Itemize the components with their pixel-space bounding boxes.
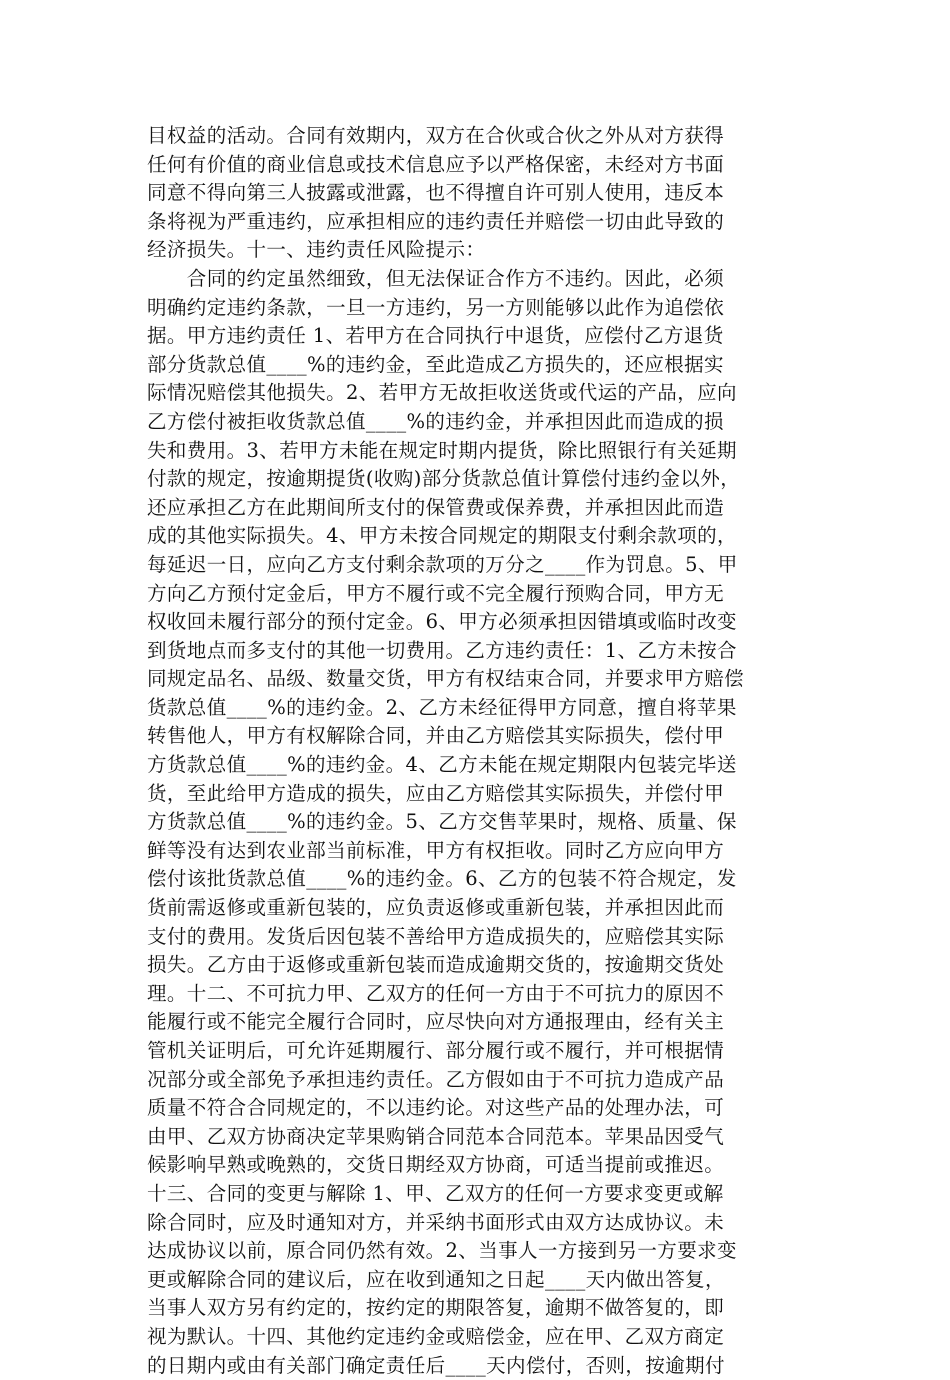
text-line: 还应承担乙方在此期间所支付的保管费或保养费，并承担因此而造 <box>147 495 725 519</box>
text-line: 目权益的活动。合同有效期内，双方在合伙或合伙之外从对方获得 <box>147 124 725 147</box>
text-line: 任何有价值的商业信息或技术信息应予以严格保密，未经对方书面 <box>147 152 725 176</box>
text-line: 由甲、乙双方协商决定苹果购销合同范本合同范本。苹果品因受气 <box>147 1124 725 1148</box>
text-line: 条将视为严重违约，应承担相应的违约责任并赔偿一切由此导致的 <box>147 209 725 233</box>
contract-body-text <box>147 122 812 1380</box>
text-line: 际情况赔偿其他损失。2、若甲方无故拒收送货或代运的产品，应向 <box>147 381 737 405</box>
text-line: 乙方偿付被拒收货款总值____%的违约金，并承担因此而造成的损 <box>147 409 724 433</box>
text-line: 能履行或不能完全履行合同时，应尽快向对方通报理由，经有关主 <box>147 1010 725 1034</box>
text-line: 达成协议以前，原合同仍然有效。2、当事人一方接到另一方要求变 <box>147 1239 737 1263</box>
text-line: 当事人双方另有约定的，按约定的期限答复，逾期不做答复的，即 <box>147 1296 725 1320</box>
text-line: 转售他人，甲方有权解除合同，并由乙方赔偿其实际损失，偿付甲 <box>147 724 725 748</box>
text-line: 据。甲方违约责任 1、若甲方在合同执行中退货，应偿付乙方退货 <box>147 324 724 348</box>
text-line: 偿付该批货款总值____%的违约金。6、乙方的包装不符合规定，发 <box>147 867 737 891</box>
text-line: 权收回未履行部分的预付定金。6、甲方必须承担因错填或临时改变 <box>147 610 737 634</box>
text-line: 每延迟一日，应向乙方支付剩余款项的万分之____作为罚息。5、甲 <box>147 552 738 576</box>
text-line: 的日期内或由有关部门确定责任后____天内偿付，否则，按逾期付 <box>147 1353 725 1377</box>
text-line: 货前需返修或重新包装的，应负责返修或重新包装，并承担因此而 <box>147 896 725 920</box>
text-line: 支付的费用。发货后因包装不善给甲方造成损失的，应赔偿其实际 <box>147 924 725 948</box>
text-line: 损失。乙方由于返修或重新包装而造成逾期交货的，按逾期交货处 <box>147 953 725 977</box>
text-line: 合同的约定虽然细致，但无法保证合作方不违约。因此，必须 <box>147 266 725 290</box>
text-line: 经济损失。十一、违约责任风险提示： <box>147 238 486 262</box>
text-line: 况部分或全部免予承担违约责任。乙方假如由于不可抗力造成产品 <box>147 1067 725 1091</box>
text-line: 货，至此给甲方造成的损失，应由乙方赔偿其实际损失，并偿付甲 <box>147 781 725 805</box>
text-line: 鲜等没有达到农业部当前标准，甲方有权拒收。同时乙方应向甲方 <box>147 838 725 862</box>
text-line: 方货款总值____%的违约金。5、乙方交售苹果时，规格、质量、保 <box>147 810 737 834</box>
text-line: 视为默认。十四、其他约定违约金或赔偿金，应在甲、乙双方商定 <box>147 1324 725 1348</box>
text-line: 管机关证明后，可允许延期履行、部分履行或不履行，并可根据情 <box>147 1039 725 1062</box>
text-line: 同规定品名、品级、数量交货，甲方有权结束合同，并要求甲方赔偿 <box>147 667 745 691</box>
text-line: 付款的规定，按逾期提货(收购)部分货款总值计算偿付违约金以外， <box>147 467 741 491</box>
text-line: 到货地点而多支付的其他一切费用。乙方违约责任：1、乙方未按合 <box>147 638 737 662</box>
text-line: 明确约定违约条款，一旦一方违约，另一方则能够以此作为追偿依 <box>147 295 725 319</box>
text-line: 部分货款总值____%的违约金，至此造成乙方损失的，还应根据实 <box>147 352 724 376</box>
text-line: 方向乙方预付定金后，甲方不履行或不完全履行预购合同，甲方无 <box>147 581 725 605</box>
text-line: 失和费用。3、若甲方未能在规定时期内提货，除比照银行有关延期 <box>147 438 737 462</box>
text-line: 除合同时，应及时通知对方，并采纳书面形式由双方达成协议。未 <box>147 1210 725 1234</box>
text-line: 候影响早熟或晚熟的，交货日期经双方协商，可适当提前或推迟。 <box>147 1153 725 1177</box>
text-line: 货款总值____%的违约金。2、乙方未经征得甲方同意，擅自将苹果 <box>147 695 737 719</box>
text-line: 理。十二、不可抗力甲、乙双方的任何一方由于不可抗力的原因不 <box>147 981 725 1005</box>
text-line: 十三、合同的变更与解除 1、甲、乙双方的任何一方要求变更或解 <box>147 1181 724 1205</box>
text-line: 成的其他实际损失。4、甲方未按合同规定的期限支付剩余款项的， <box>147 524 737 548</box>
text-line: 同意不得向第三人披露或泄露，也不得擅自许可别人使用，违反本 <box>147 181 725 205</box>
text-line: 质量不符合合同规定的，不以违约论。对这些产品的处理办法，可 <box>147 1096 725 1120</box>
text-line: 更或解除合同的建议后，应在收到通知之日起____天内做出答复， <box>147 1267 725 1291</box>
text-line: 方货款总值____%的违约金。4、乙方未能在规定期限内包装完毕送 <box>147 753 737 777</box>
